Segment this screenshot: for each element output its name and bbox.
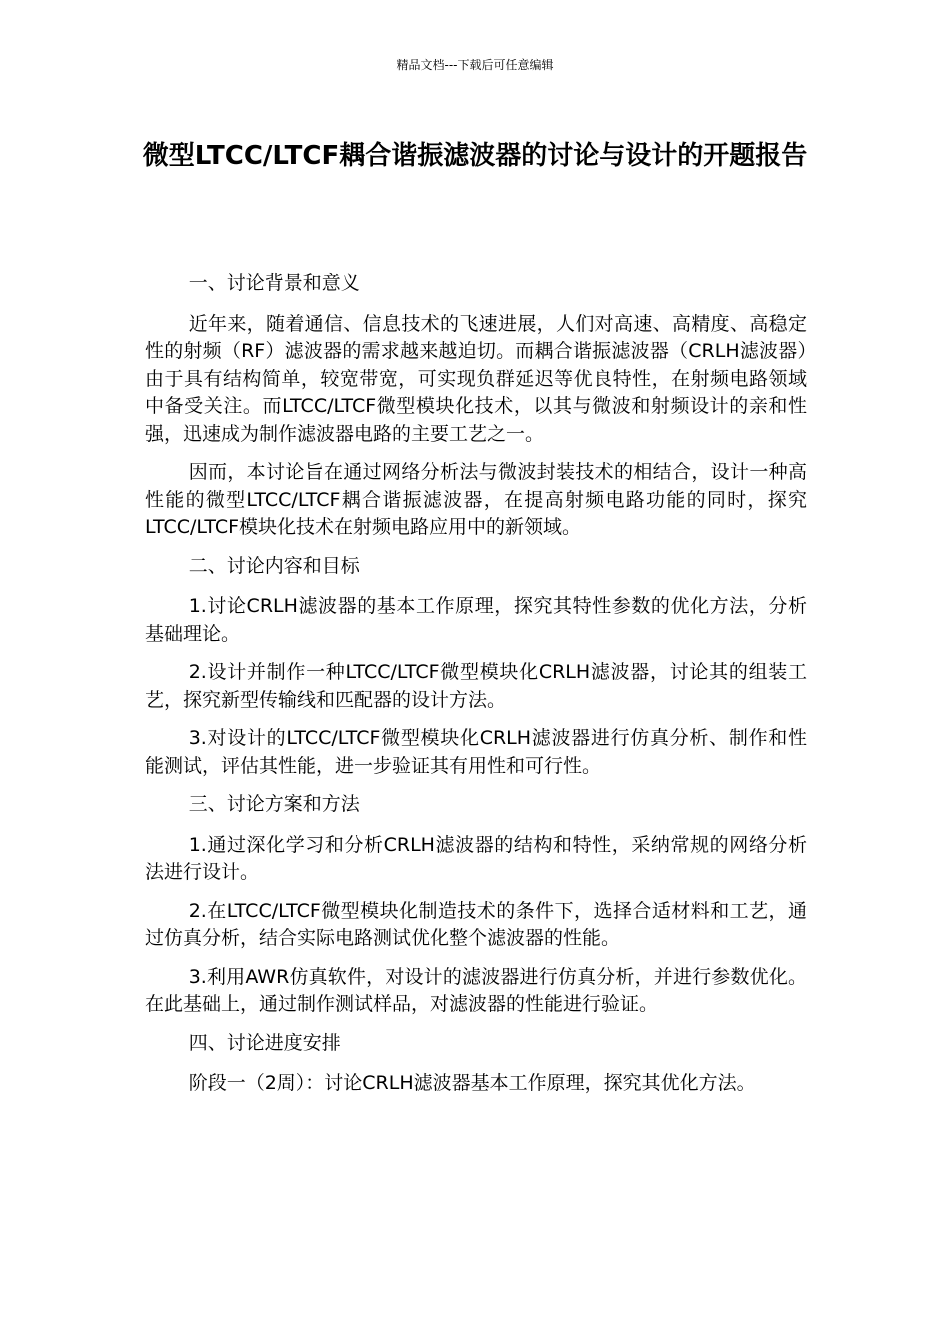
schedule-item-1: 阶段一（2周）：讨论CRLH滤波器基本工作原理，探究其优化方法。 xyxy=(188,1072,756,1094)
document-body xyxy=(145,270,807,1109)
list-item-method-2: 2.在LTCC/LTCF微型模块化制造技术的条件下，选择合适材料和工艺，通过仿真分析，结合实际电路测试优化整个滤波器的性能。 xyxy=(145,899,807,949)
list-item-content-3: 3.对设计的LTCC/LTCF微型模块化CRLH滤波器进行仿真分析、制作和性能测试，评估其性能，进一步验证其有用性和可行性。 xyxy=(145,727,807,777)
document-title: 微型LTCC/LTCF耦合谐振滤波器的讨论与设计的开题报告 xyxy=(142,141,808,171)
paragraph-background: 近年来，随着通信、信息技术的飞速进展，人们对高速、高精度、高稳定性的射频（RF）滤波器的需求越来越迫切。而耦合谐振滤波器（CRLH滤波器）由于具有结构简单，较宽带宽，可实现负群延迟等优良特性，在射频电路领域中备受关注。而LTCC/LTCF微型模块化技术，以其与微波和射频设计的亲和性强，迅速成为制作滤波器电路的主要工艺之一。 xyxy=(145,312,807,445)
paragraph-purpose: 因而，本讨论旨在通过网络分析法与微波封装技术的相结合，设计一种高性能的微型LTCC/LTCF耦合谐振滤波器，在提高射频电路功能的同时，探究LTCC/LTCF模块化技术在射频电路应用中的新领域。 xyxy=(145,461,807,538)
section-heading-background: 一、讨论背景和意义 xyxy=(188,272,360,294)
section-heading-schedule: 四、讨论进度安排 xyxy=(188,1031,341,1054)
list-item-content-1: 1.讨论CRLH滤波器的基本工作原理，探究其特性参数的优化方法，分析基础理论。 xyxy=(145,595,807,645)
section-heading-content: 二、讨论内容和目标 xyxy=(188,554,360,577)
list-item-method-3: 3.利用AWR仿真软件，对设计的滤波器进行仿真分析，并进行参数优化。在此基础上，通过制作测试样品，对滤波器的性能进行验证。 xyxy=(145,965,807,1015)
section-heading-methods: 三、讨论方案和方法 xyxy=(188,793,360,815)
list-item-content-2: 2.设计并制作一种LTCC/LTCF微型模块化CRLH滤波器，讨论其的组装工艺，探究新型传输线和匹配器的设计方法。 xyxy=(145,661,807,711)
list-item-method-1: 1.通过深化学习和分析CRLH滤波器的结构和特性，采纳常规的网络分析法进行设计。 xyxy=(145,833,807,883)
page-header: 精品文档---下载后可任意编辑 xyxy=(396,58,554,72)
